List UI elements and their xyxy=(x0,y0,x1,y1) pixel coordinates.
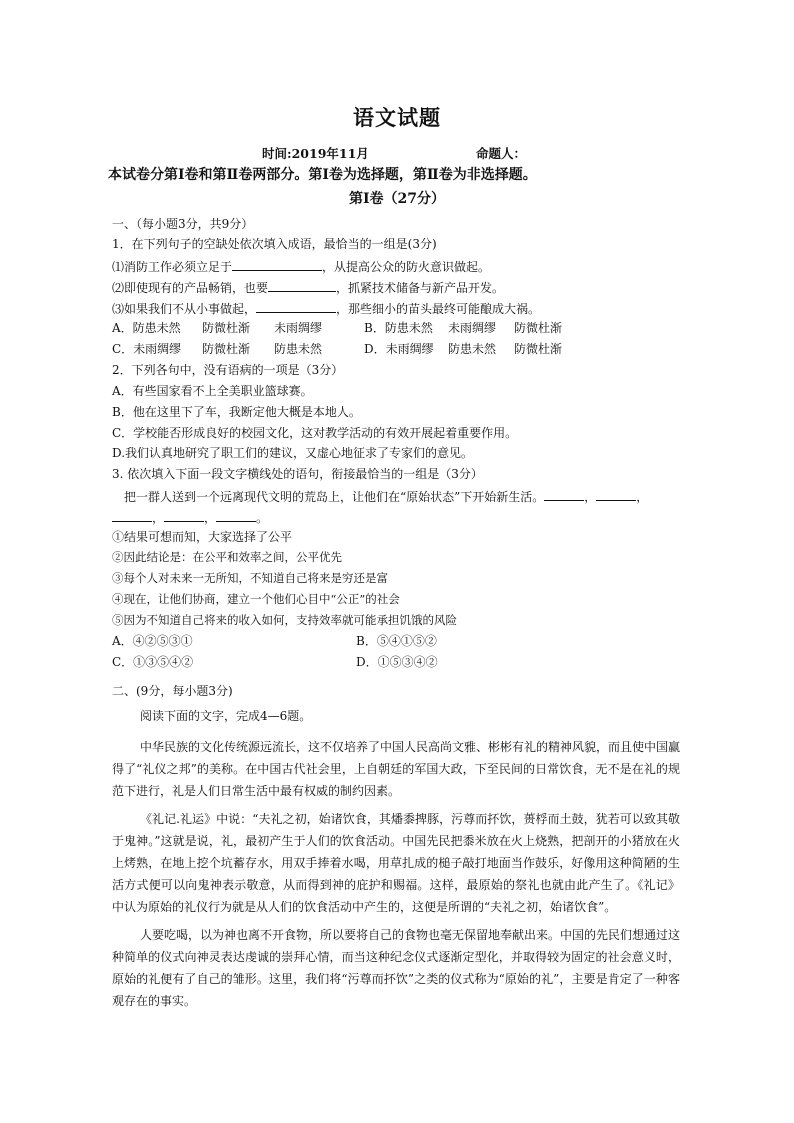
q1-s1-blank xyxy=(232,258,322,271)
q3-stem: 3. 依次填入下面一段文字横线处的语句，衔接最恰当的一组是（3分） xyxy=(112,467,483,481)
q2-option-a: A．有些国家看不上全美职业篮球赛。 xyxy=(112,384,313,398)
q3-blank-1 xyxy=(544,488,584,501)
exam-intro: 本试卷分第Ⅰ卷和第Ⅱ卷两部分。第Ⅰ卷为选择题，第Ⅱ卷为非选择题。 xyxy=(108,167,537,183)
q1-option-c-2: 防微杜渐 xyxy=(202,342,251,356)
q1-option-c-1: C．未雨绸缪 xyxy=(112,342,182,356)
exam-time: 时间:2019年11月 xyxy=(262,146,369,161)
q1-s2-blank xyxy=(268,279,336,292)
q1-s1-text-a: ⑴消防工作必须立足于 xyxy=(112,260,233,274)
q2-option-c: C．学校能否形成良好的校园文化，这对教学活动的有效开展起着重要作用。 xyxy=(112,426,518,440)
q3-blank-4 xyxy=(164,509,204,522)
q3-item-1: ①结果可想而知，大家选择了公平 xyxy=(112,530,293,544)
q1-option-b-1: B．防患未然 xyxy=(364,321,433,335)
q3-text-line-2: ， ， 。 xyxy=(112,509,268,526)
q1-option-b-2: 未雨绸缪 xyxy=(448,321,497,335)
exam-author: 命题人： xyxy=(476,146,527,161)
q1-s3-blank xyxy=(256,300,336,313)
q1-s2-text-a: ⑵即使现有的产品畅销，也要 xyxy=(112,281,269,295)
q1-option-d-1: D．未雨绸缪 xyxy=(364,342,434,356)
section-2-heading: 二、(9分，每小题3分) xyxy=(112,684,233,698)
q3-text-line-1: 把一群人送到一个远离现代文明的荒岛上，让他们在“原始状态”下开始新生活。 ， ， xyxy=(124,490,649,504)
section-1-heading: 一、（每小题3分，共9分） xyxy=(112,217,254,231)
q3-item-3: ③每个人对未来一无所知，不知道自己将来是穷还是富 xyxy=(112,571,388,585)
q2-option-b: B．他在这里下了车，我断定他大概是本地人。 xyxy=(112,405,361,419)
q3-blank-5 xyxy=(216,509,256,522)
q3-text: 把一群人送到一个远离现代文明的荒岛上，让他们在“原始状态”下开始新生活。 xyxy=(124,490,545,504)
q3-option-d: D．①⑤③④② xyxy=(356,655,438,669)
q1-sentence-1 xyxy=(112,258,490,275)
reading-paragraph-1: 中华民族的文化传统源远流长，这不仅培养了中国人民高尚文雅、彬彬有礼的精神风貌，而且使中国赢得了“礼仪之邦”的美称。在中国古代社会里，上自朝廷的军国大政，下至民间的日常饮食，无不是在礼的规范下进行，礼是人们日常生活中最有权威的制约因素。 xyxy=(112,740,681,798)
q1-option-b-3: 防微杜渐 xyxy=(514,321,563,335)
q3-option-a: A．④②⑤③① xyxy=(112,634,193,648)
q1-option-a-3: 未雨绸缪 xyxy=(274,321,323,335)
q3-item-4: ④现在，让他们协商，建立一个他们心目中“公正”的社会 xyxy=(112,592,400,606)
reading-instruction: 阅读下面的文字，完成4—6题。 xyxy=(140,709,312,723)
q1-option-c-3: 防患未然 xyxy=(274,342,323,356)
q1-sentence-3 xyxy=(112,300,540,317)
q1-option-a-1: A．防患未然 xyxy=(112,321,181,335)
q1-option-d-2: 防患未然 xyxy=(448,342,497,356)
q1-option-a-2: 防微杜渐 xyxy=(202,321,251,335)
q2-stem: 2．下列各句中，没有语病的一项是（3分） xyxy=(112,363,344,377)
reading-paragraph-2: 《礼记.礼运》中说：“夫礼之初，始诸饮食，其燔黍捭豚，污尊而抔饮，蒉桴而土鼓，犹若可以致其敬于鬼神。”这就是说，礼，最初产生于人们的饮食活动。中国先民把黍米放在火上烧熟，把剖开的小猪放在火上烤熟，在地上挖个坑蓄存水，用双手捧着水喝，用草扎成的槌子敲打地面当作鼓乐，好像用这种简陋的生活方式便可以向鬼神表示敬意，从而得到神的庇护和赐福。这样，最原始的祭礼也就由此产生了。《礼记》中认为原始的礼仪行为就是从人们的饮食活动中产生的，这便是所谓的“夫礼之初，始诸饮食”。 xyxy=(112,812,680,914)
q1-s3-text-b: ，那些细小的苗头最终可能酿成大祸。 xyxy=(336,302,541,316)
q1-s2-text-b: ，抓紧技术储备与新产品开发。 xyxy=(336,281,505,295)
q3-option-c: C．①③⑤④② xyxy=(112,655,194,669)
q1-option-d-3: 防微杜渐 xyxy=(514,342,563,356)
q3-blank-2 xyxy=(596,488,636,501)
q3-item-5: ⑤因为不知道自己将来的收入如何，支持效率就可能承担饥饿的风险 xyxy=(112,613,457,627)
reading-paragraph-3: 人要吃喝，以为神也离不开食物，所以要将自己的食物也毫无保留地奉献出来。中国的先民们想通过这种简单的仪式向神灵表达虔诚的崇拜心情，而当这种纪念仪式逐渐定型化，并取得较为固定的社会意义时，原始的礼便有了自己的雏形。这里，我们将“污尊而抔饮”之类的仪式称为“原始的礼”，主要是肯定了一种客观存在的事实。 xyxy=(112,928,681,1008)
q1-s1-text-b: ，从提高公众的防火意识做起。 xyxy=(322,260,491,274)
q3-item-2: ②因此结论是：在公平和效率之间，公平优先 xyxy=(112,550,342,564)
q3-option-b: B．⑤④①⑤② xyxy=(356,634,437,648)
page-title: 语文试题 xyxy=(353,105,441,130)
q1-sentence-2 xyxy=(112,279,504,296)
q2-option-d: D.我们认真地研究了职工们的建议，又虚心地征求了专家们的意见。 xyxy=(112,446,474,460)
q1-stem: 1．在下列句子的空缺处依次填入成语，最恰当的一组是(3分) xyxy=(112,237,437,251)
q3-blank-3 xyxy=(112,509,152,522)
q1-s3-text-a: ⑶如果我们不从小事做起， xyxy=(112,302,257,316)
volume-heading: 第Ⅰ卷（27分） xyxy=(348,191,446,207)
